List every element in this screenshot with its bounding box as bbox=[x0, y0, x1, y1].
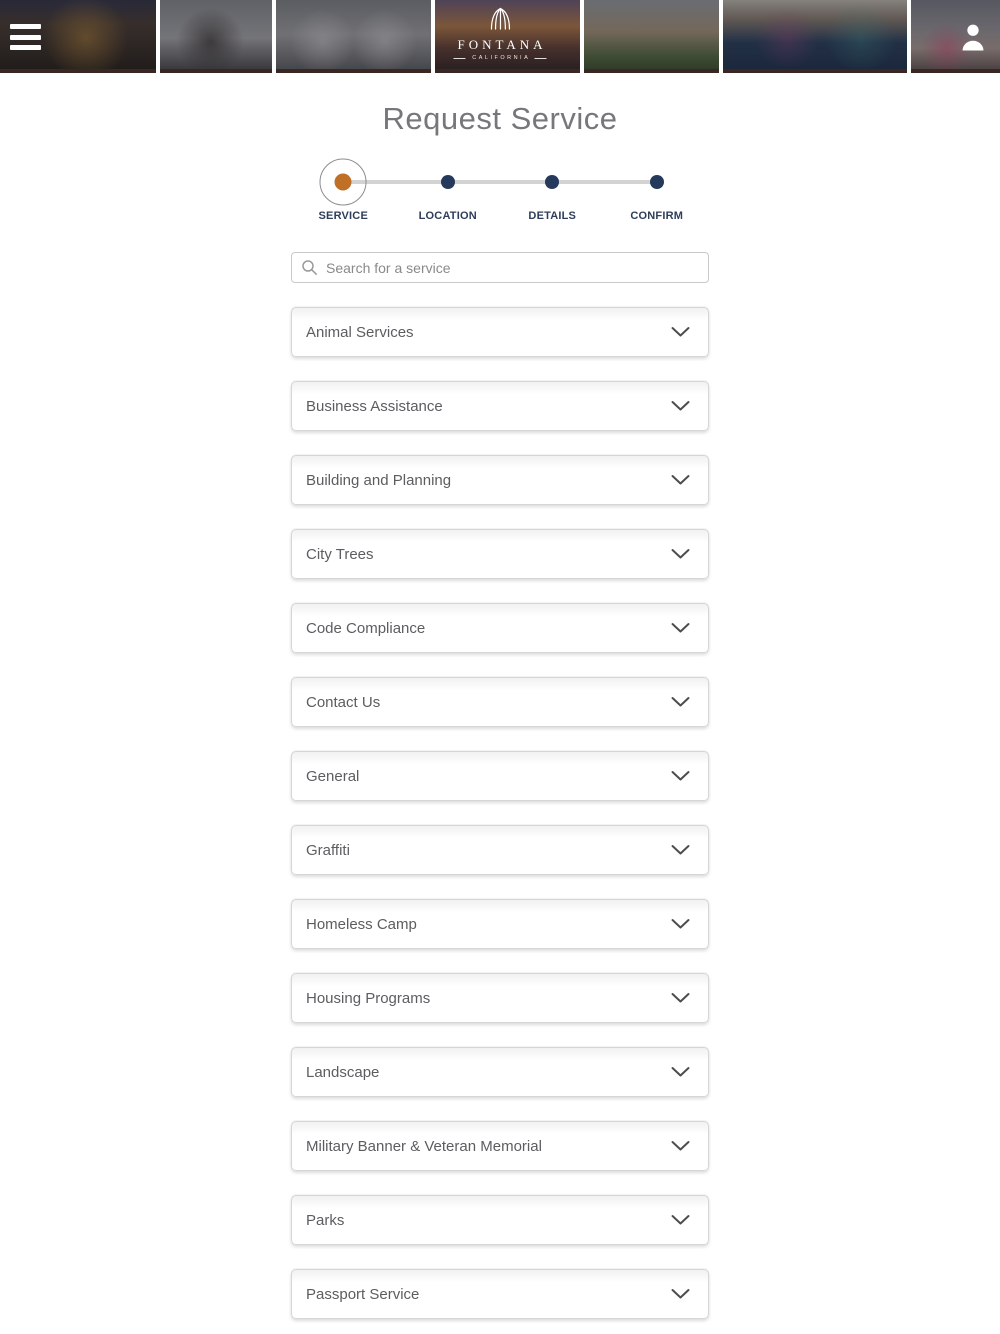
step-dot bbox=[650, 175, 664, 189]
search-icon bbox=[301, 259, 318, 276]
step-dot bbox=[441, 175, 455, 189]
chevron-down-icon bbox=[671, 1141, 690, 1152]
accordion-parks[interactable]: Parks bbox=[291, 1195, 709, 1245]
chevron-down-icon bbox=[671, 549, 690, 560]
step-location[interactable] bbox=[396, 157, 501, 227]
chevron-down-icon bbox=[671, 1067, 690, 1078]
step-dot bbox=[545, 175, 559, 189]
step-label-confirm: CONFIRM bbox=[630, 210, 684, 222]
accordion-landscape[interactable]: Landscape bbox=[291, 1047, 709, 1097]
chevron-down-icon bbox=[671, 327, 690, 338]
step-dot-active bbox=[335, 174, 352, 191]
request-service-page bbox=[291, 101, 709, 1319]
logo-subtitle: CALIFORNIA bbox=[454, 55, 547, 61]
animal-services-team-photo bbox=[160, 0, 272, 73]
accordion-code-compliance[interactable]: Code Compliance bbox=[291, 603, 709, 653]
accordion-building-and-planning[interactable]: Building and Planning bbox=[291, 455, 709, 505]
chevron-down-icon bbox=[671, 771, 690, 782]
chevron-down-icon bbox=[671, 401, 690, 412]
step-details[interactable] bbox=[500, 157, 605, 227]
accordion-general[interactable]: General bbox=[291, 751, 709, 801]
step-label-location: LOCATION bbox=[418, 210, 477, 222]
logo-title: FONTANA bbox=[457, 37, 547, 52]
step-service[interactable] bbox=[291, 157, 396, 227]
chevron-down-icon bbox=[671, 1289, 690, 1300]
accordion-city-trees[interactable]: City Trees bbox=[291, 529, 709, 579]
chevron-down-icon bbox=[671, 475, 690, 486]
chevron-down-icon bbox=[671, 993, 690, 1004]
accordion-graffiti[interactable]: Graffiti bbox=[291, 825, 709, 875]
community-center-photo bbox=[584, 0, 719, 73]
step-label-service: SERVICE bbox=[318, 210, 368, 222]
accordion-business-assistance[interactable]: Business Assistance bbox=[291, 381, 709, 431]
service-search bbox=[291, 252, 709, 283]
user-account-icon[interactable] bbox=[958, 21, 988, 53]
hamburger-menu-icon[interactable] bbox=[10, 24, 41, 50]
accordion-military-banner-veteran-memorial[interactable]: Military Banner & Veteran Memorial bbox=[291, 1121, 709, 1171]
accordion-homeless-camp[interactable]: Homeless Camp bbox=[291, 899, 709, 949]
step-label-details: DETAILS bbox=[528, 210, 577, 222]
header bbox=[0, 0, 1000, 73]
page-title: Request Service bbox=[382, 101, 618, 136]
accordion-passport-service[interactable]: Passport Service bbox=[291, 1269, 709, 1319]
gymnastics-class-photo bbox=[723, 0, 907, 73]
chevron-down-icon bbox=[671, 845, 690, 856]
search-input[interactable] bbox=[291, 252, 709, 283]
chevron-down-icon bbox=[671, 697, 690, 708]
fountain-icon bbox=[482, 4, 518, 36]
progress-stepper bbox=[291, 157, 709, 227]
chevron-down-icon bbox=[671, 623, 690, 634]
accordion-animal-services[interactable]: Animal Services bbox=[291, 307, 709, 357]
chevron-down-icon bbox=[671, 1215, 690, 1226]
step-confirm[interactable] bbox=[605, 157, 710, 227]
chevron-down-icon bbox=[671, 919, 690, 930]
fontana-logo[interactable] bbox=[453, 4, 546, 61]
service-category-list bbox=[291, 307, 709, 1319]
accordion-contact-us[interactable]: Contact Us bbox=[291, 677, 709, 727]
police-motorcycles-photo bbox=[276, 0, 431, 73]
accordion-housing-programs[interactable]: Housing Programs bbox=[291, 973, 709, 1023]
